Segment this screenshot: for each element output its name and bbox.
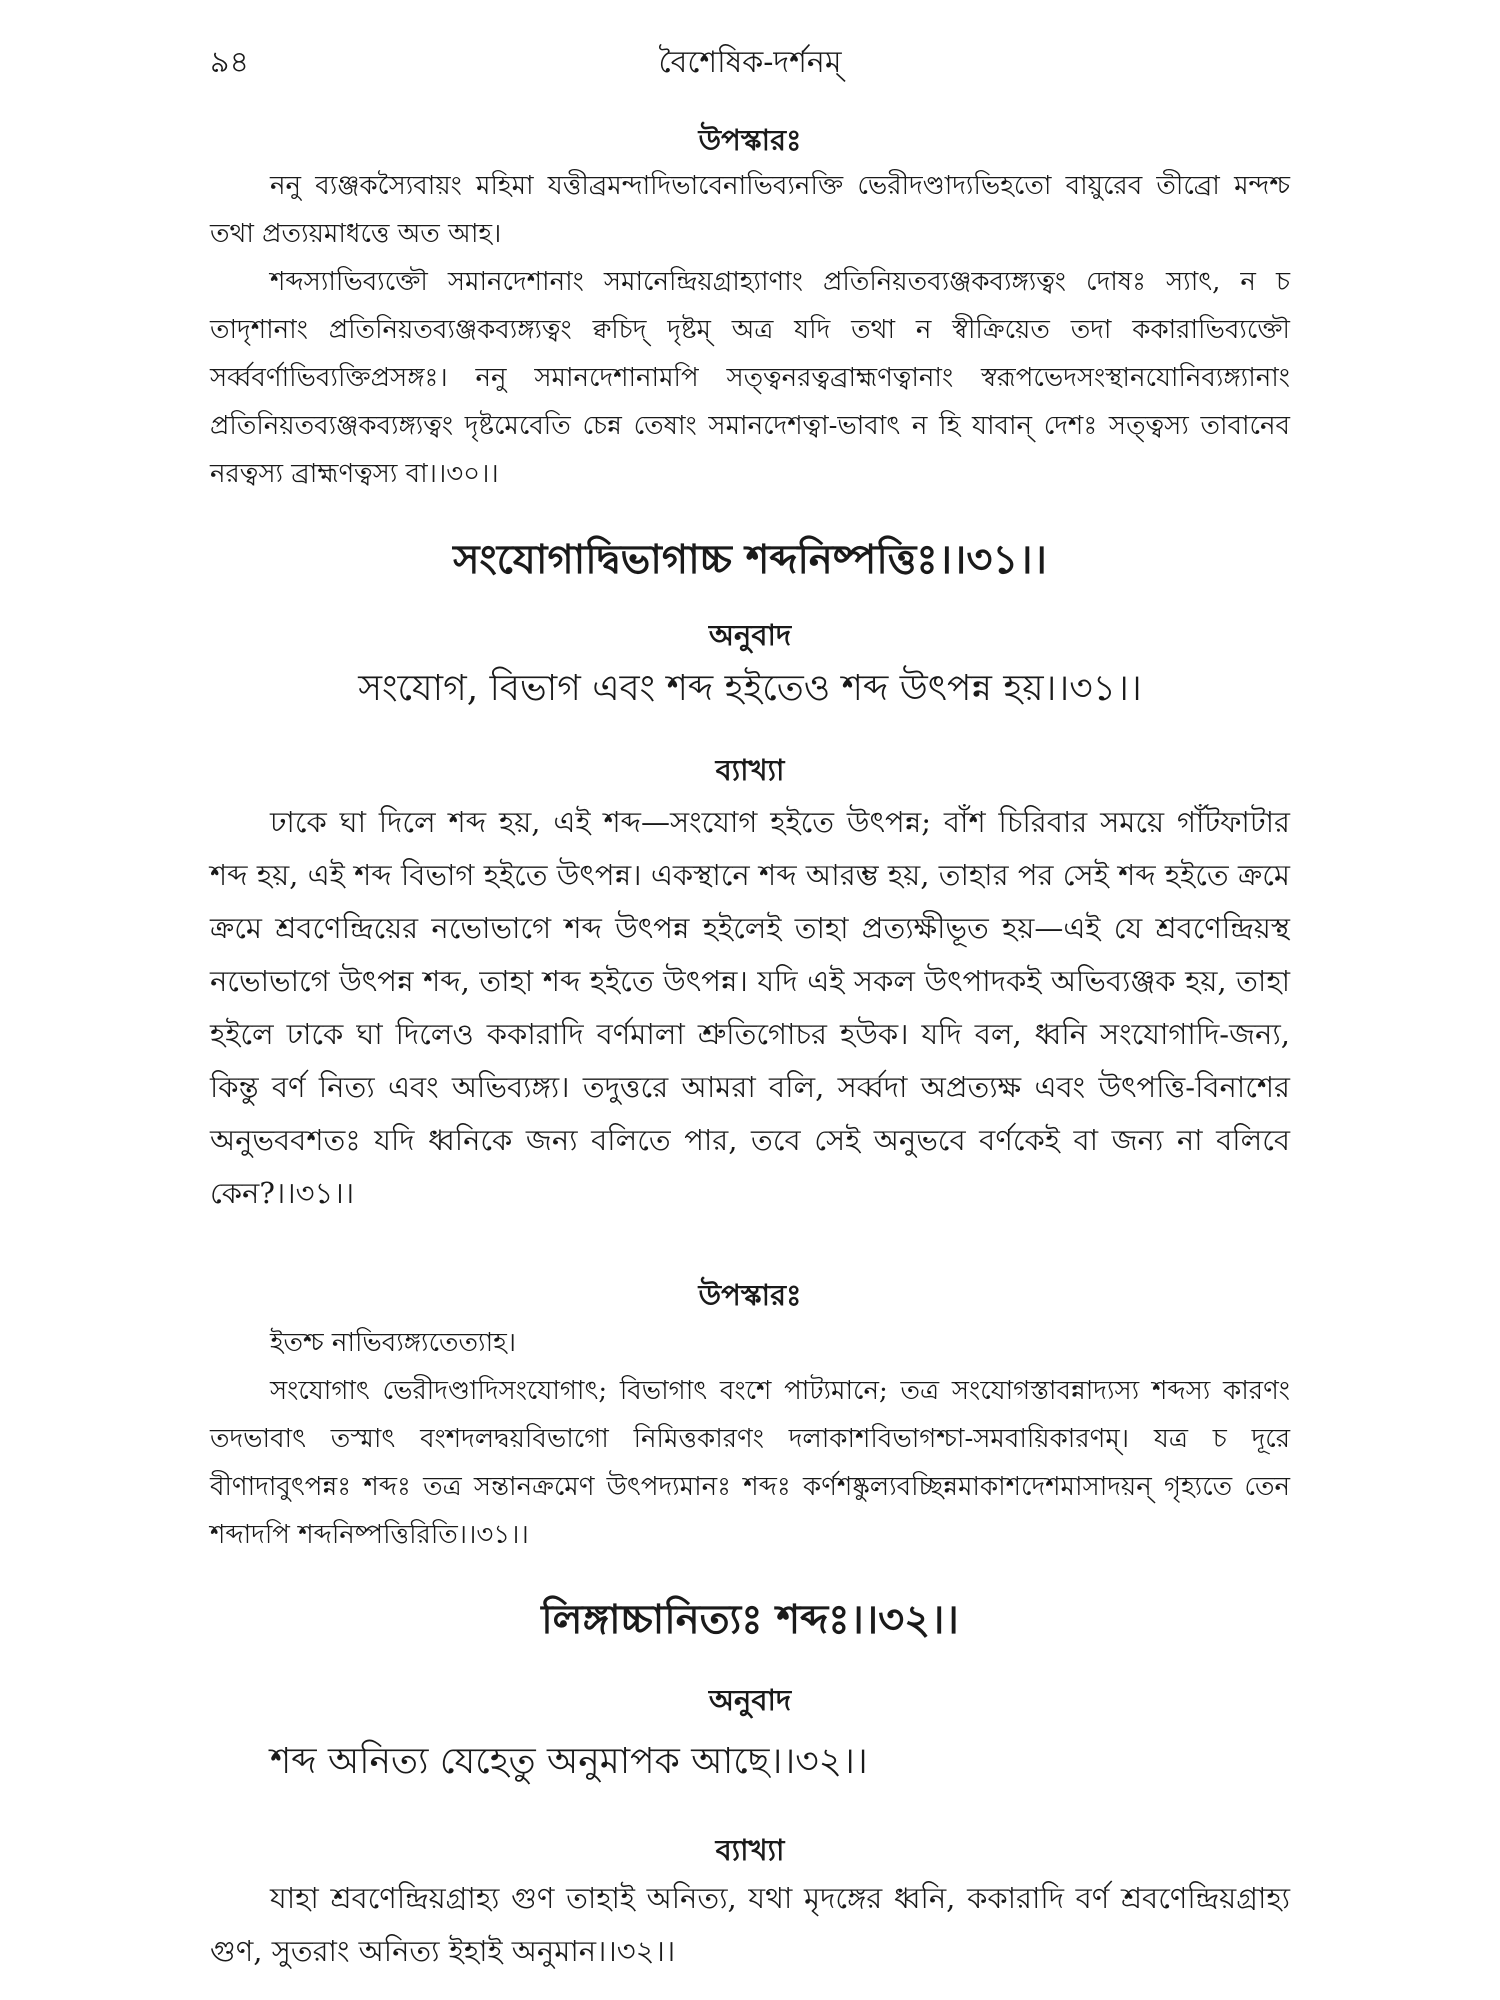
translation-text: শব্দ অনিত্য যেহেতু অনুমাপক আছে।।৩২।। [270,1741,868,1782]
translation-31 [210,615,1290,717]
explanation-text: যাহা শ্রবণেন্দ্রিয়গ্রাহ্য গুণ তাহাই অনিত্য, যথা মৃদঙ্গের ধ্বনি, ককারাদি বর্ণ শ্রবণেন্দ্রিয়গ্রাহ্য গুণ, সুতরাং অনিত্য ইহাই অনুমান।।৩২।। [210,1881,1290,1968]
translation-heading: অনুবাদ [708,618,792,652]
commentary-paragraph: সংযোগাৎ ভেরীদণ্ডাদিসংযোগাৎ; বিভাগাৎ বংশে পাট্যমানে; তত্র সংযোগস্তাবন্নাদ্যস্য শব্দস্য কারণং তদভাবাৎ তস্মাৎ বংশদলদ্বয়বিভাগো নিমিত্তকারণং দলাকাশবিভাগশ্চা-সমবায়িকারণম্। যত্র চ দূরে বীণাদাবুৎপন্নঃ শব্দঃ তত্র সন্তানক্রমেণ উৎপদ্যমানঃ শব্দঃ কর্ণশষ্কুল্যবচ্ছিন্নমাকাশদেশমাসাদয়ন্ গৃহ্যতে তেন শব্দাদপি শব্দনিষ্পত্তিরিতি।।৩১।। [210,1376,1290,1550]
page-header [210,30,1290,80]
commentary-31 [210,1275,1290,1559]
translation-32 [210,1680,1290,1790]
commentary-30 [210,120,1290,498]
explanation-32 [210,1830,1290,1978]
sutra-31 [210,530,1290,590]
sutra-text: লিঙ্গাচ্চানিত্যঃ শব্দঃ।।৩২।। [541,1596,959,1643]
running-title: বৈশেষিক-দর্শনম্ [658,45,842,80]
translation-heading: অনুবাদ [708,1683,792,1717]
commentary-paragraph: ইতশ্চ নাভিব্যঙ্গ্যতেত্যাহ। [270,1328,517,1358]
explanation-heading: ব্যাখ্যা [715,1833,785,1867]
section-heading: উপস্কারঃ [698,1278,802,1312]
translation-text: সংযোগ, বিভাগ এবং শব্দ হইতেও শব্দ উৎপন্ন হয়।।৩১।। [358,668,1142,709]
section-heading: উপস্কারঃ [698,123,802,157]
page-number: ৯৪ [210,45,249,80]
explanation-heading: ব্যাখ্যা [715,753,785,787]
explanation-text: ঢাকে ঘা দিলে শব্দ হয়, এই শব্দ—সংযোগ হইতে উৎপন্ন; বাঁশ চিরিবার সময়ে গাঁটফাটার শব্দ হয়, এই শব্দ বিভাগ হইতে উৎপন্ন। একস্থানে শব্দ আরম্ভ হয়, তাহার পর সেই শব্দ হইতে ক্রমে ক্রমে শ্রবণেন্দ্রিয়ের নভোভাগে শব্দ উৎপন্ন হইলেই তাহা প্রত্যক্ষীভূত হয়—এই যে শ্রবণেন্দ্রিয়স্থ নভোভাগে উৎপন্ন শব্দ, তাহা শব্দ হইতে উৎপন্ন। যদি এই সকল উৎপাদকই অভিব্যঞ্জক হয়, তাহা হইলে ঢাকে ঘা দিলেও ককারাদি বর্ণমালা শ্রুতিগোচর হউক। যদি বল, ধ্বনি সংযোগাদি-জন্য, কিন্তু বর্ণ নিত্য এবং অভিব্যঙ্গ্য। তদুত্তরে আমরা বলি, সর্ব্বদা অপ্রত্যক্ষ এবং উৎপত্তি-বিনাশের অনুভববশতঃ যদি ধ্বনিকে জন্য বলিতে পার, তবে সেই অনুভবে বর্ণকেই বা জন্য না বলিবে কেন?।।৩১।। [210,805,1290,1210]
commentary-paragraph: শব্দস্যাভিব্যক্তৌ সমানদেশানাং সমানেন্দ্রিয়গ্রাহ্যাণাং প্রতিনিয়তব্যঞ্জকব্যঙ্গ্যত্বং দোষঃ স্যাৎ, ন চ তাদৃশানাং প্রতিনিয়তব্যঞ্জকব্যঙ্গ্যত্বং ক্বচিদ্ দৃষ্টম্ অত্র যদি তথা ন স্বীক্রিয়েত তদা ককারাভিব্যক্তৌ সর্ব্ববর্ণাভিব্যক্তিপ্রসঙ্গঃ। ননু সমানদেশানামপি সত্ত্বনরত্বব্রাহ্মণত্বানাং স্বরূপভেদসংস্থানযোনিব্যঙ্গ্যানাং প্রতিনিয়তব্যঞ্জকব্যঙ্গ্যত্বং দৃষ্টমেবেতি চেন্ন তেষাং সমানদেশত্বা-ভাবাৎ ন হি যাবান্ দেশঃ সত্ত্বস্য তাবানেব নরত্বস্য ব্রাহ্মণত্বস্য বা।।৩০।। [210,267,1290,489]
commentary-paragraph: ননু ব্যঞ্জকস্যৈবায়ং মহিমা যত্তীব্রমন্দাদিভাবেনাভিব্যনক্তি ভেরীদণ্ডাদ্যভিহতো বায়ুরেব তীব্রো মন্দশ্চ তথা প্রত্যয়মাধত্তে অত আহ। [210,171,1290,249]
explanation-31 [210,750,1290,1220]
sutra-32 [210,1590,1290,1650]
sutra-text: সংযোগাদ্বিভাগাচ্চ শব্দনিষ্পত্তিঃ।।৩১।। [453,536,1047,583]
